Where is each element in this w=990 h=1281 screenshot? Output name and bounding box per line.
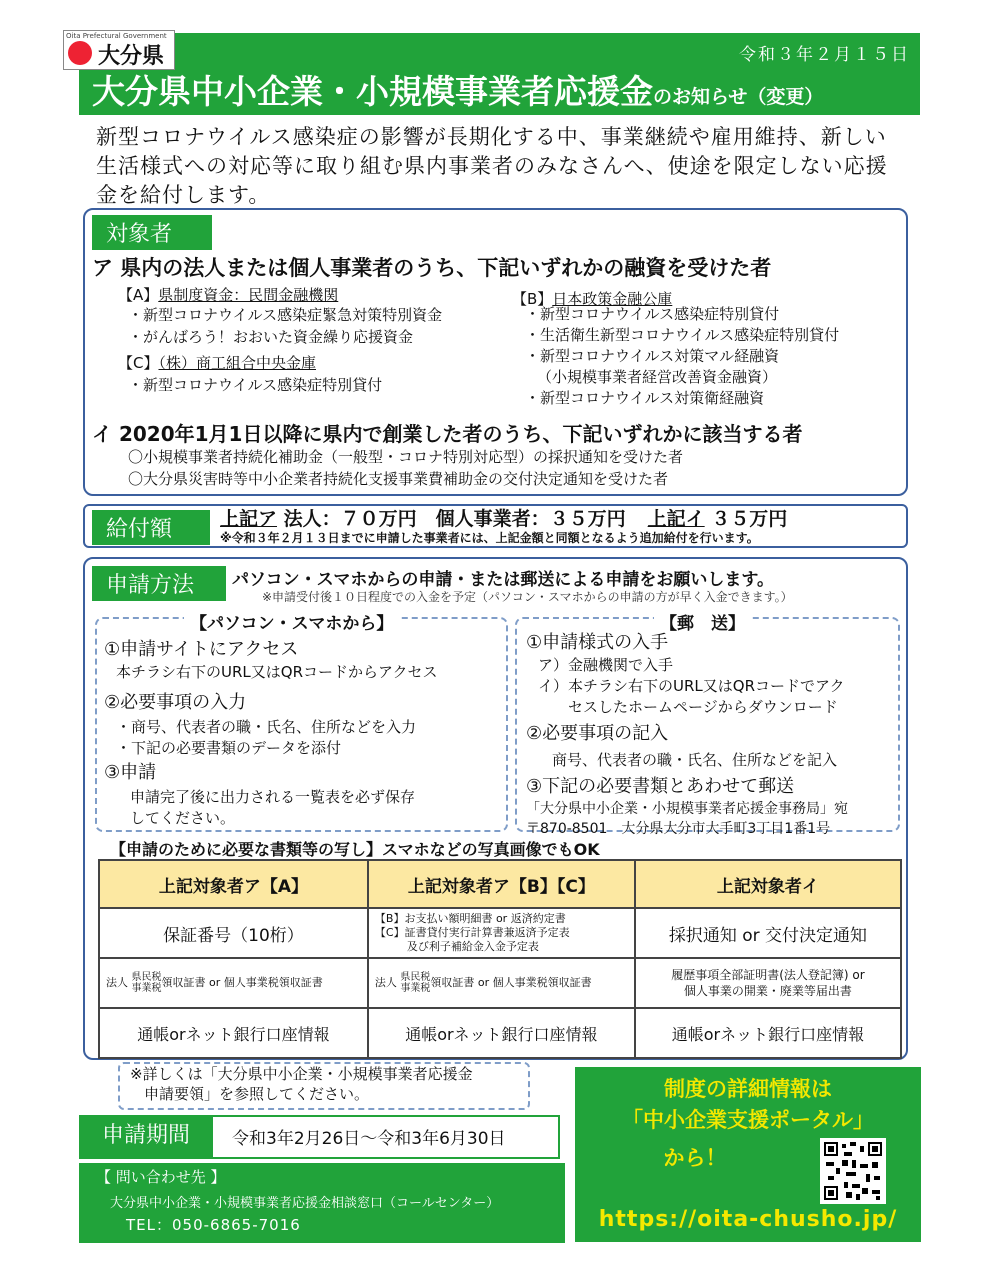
list-item: 〇大分県災害時等中小企業者持続化支援事業費補助金の交付決定通知を受けた者 — [128, 470, 669, 488]
list-item: 〇小規模事業者持続化補助金（一般型・コロナ特別対応型）の採択通知を受けた者 — [128, 448, 684, 466]
amount-i-ref: 上記イ — [647, 508, 705, 530]
cell-line: 【B】お支払い額明細書 or 返済約定書 — [374, 912, 566, 925]
step-text: ・下記の必要書類のデータを添付 — [116, 739, 342, 757]
step-heading: ③下記の必要書類とあわせて郵送 — [526, 776, 795, 797]
cell-tax1: 県民税 — [131, 972, 162, 983]
list-item: ・新型コロナウイルス感染症緊急対策特別資金 — [128, 306, 443, 324]
step-heading: ①申請サイトにアクセス — [104, 639, 299, 660]
apply-tag: 申請方法 — [92, 566, 226, 601]
target-A-group — [118, 284, 338, 305]
table-cell — [368, 958, 635, 1008]
issue-date: 令和３年２月１５日 — [739, 45, 910, 65]
target-B-items — [525, 304, 839, 409]
contact-name: 大分県中小企業・小規模事業者応援金相談窓口（コールセンター） — [110, 1196, 500, 1211]
portal-line3: から！ — [663, 1146, 727, 1170]
table-header-cell: 上記対象者ア【B】【C】 — [368, 860, 635, 908]
step-text: セスしたホームページからダウンロード — [568, 698, 838, 716]
table-cell — [99, 958, 368, 1008]
list-item: ・新型コロナウイルス対策マル経融資 — [525, 347, 780, 365]
step-text: ア）金融機関で入手 — [538, 656, 674, 674]
cell-tax2: 事業税 — [400, 983, 431, 994]
table-header-row — [99, 860, 901, 908]
step-text: ・商号、代表者の職・氏名、住所などを入力 — [116, 718, 417, 736]
pc-steps — [104, 635, 438, 828]
target-C-group — [118, 352, 316, 373]
table-row — [99, 1008, 901, 1058]
target-tag: 対象者 — [92, 215, 212, 250]
list-item: ・新型コロナウイルス感染症特別貸付 — [525, 305, 780, 323]
apply-note: ※申請受付後１０日程度での入金を予定（パソコン・スマホからの申請の方が早く入金できます。） — [262, 590, 793, 604]
pc-title: 【パソコン・スマホから】 — [184, 609, 399, 634]
step-heading: ②必要事項の入力 — [104, 692, 247, 713]
table-cell: 採択通知 or 交付決定通知 — [635, 908, 901, 958]
amount-main — [220, 504, 787, 531]
step-text: 〒870-8501 大分県大分市大手町3丁目1番1号 — [526, 821, 831, 837]
required-docs-table — [98, 859, 902, 1059]
table-cell — [635, 958, 901, 1008]
contact-tel: TEL：050-6865-7016 — [126, 1216, 301, 1234]
step-heading: ②必要事項の記入 — [526, 723, 669, 744]
cell-line: 履歴事項全部証明書(法人登記簿) or — [671, 968, 865, 982]
table-header-cell: 上記対象者ア【A】 — [99, 860, 368, 908]
step-text: してください。 — [130, 809, 236, 827]
prefecture-seal-icon — [68, 41, 92, 65]
docs-heading: 【申請のために必要な書類等の写し】スマホなどの写真画像でもOK — [110, 840, 600, 859]
step-text: イ）本チラシ右下のURL又はQRコードでアク — [538, 677, 845, 695]
list-item: ・新型コロナウイルス対策衛経融資 — [525, 389, 765, 407]
title-main: 大分県中小企業・小規模事業者応援金 — [92, 72, 653, 111]
page-title — [92, 66, 823, 113]
target-A-items — [128, 304, 442, 348]
logo-text: 大分県 — [98, 44, 165, 69]
list-item: ・生活衛生新型コロナウイルス感染症特別貸付 — [525, 326, 840, 344]
mail-steps — [526, 628, 848, 838]
table-row — [99, 908, 901, 958]
amount-note: ※令和３年２月１３日までに申請した事業者には、上記金額と同額となるよう追加給付を行います。 — [220, 531, 759, 545]
cell-line: 及び利子補給金入金予定表 — [406, 940, 539, 953]
list-item: ・がんばろう！おおいた資金繰り応援資金 — [128, 328, 414, 346]
cell-cert: 領収証書 or 個人事業税領収証書 — [161, 976, 323, 989]
contact-heading: 【 問い合わせ先 】 — [96, 1168, 226, 1186]
cell-corp: 法人 — [106, 976, 128, 989]
target-C-name: （株）商工組合中央金庫 — [158, 354, 316, 372]
target-i-heading: イ 2020年1月1日以降に県内で創業した者のうち、下記いずれかに該当する者 — [92, 422, 803, 446]
target-C-items — [128, 374, 382, 395]
cell-line: 個人事業の開業・廃業等届出書 — [683, 984, 852, 998]
cell-corp: 法人 — [374, 976, 397, 989]
table-header-cell: 上記対象者イ — [635, 860, 901, 908]
table-cell — [368, 908, 635, 958]
step-text: 本チラシ右下のURL又はQRコードからアクセス — [116, 663, 438, 681]
details-note — [130, 1064, 473, 1104]
cell-cert: 領収証書 or 個人事業税領収証書 — [430, 976, 592, 989]
step-heading: ③申請 — [104, 762, 157, 783]
cell-tax2: 事業税 — [131, 983, 162, 994]
cell-tax1: 県民税 — [400, 972, 431, 983]
table-cell: 通帳orネット銀行口座情報 — [99, 1008, 368, 1058]
logo-subtitle: Oita Prefectural Government — [66, 32, 167, 40]
target-i-items — [128, 446, 683, 490]
intro-text: 新型コロナウイルス感染症の影響が長期化する中、事業継続や雇用維持、新しい生活様式への対応等に取り組む県内事業者のみなさんへ、使途を限定しない応援金を給付します。 — [96, 125, 888, 207]
target-C-label: 【C】 — [118, 354, 159, 372]
target-B-label: 【B】 — [512, 290, 553, 308]
table-cell: 保証番号（10桁） — [99, 908, 368, 958]
target-A-name: 県制度資金：民間金融機関 — [158, 286, 339, 304]
step-text: 商号、代表者の職・氏名、住所などを記入 — [552, 751, 838, 769]
cell-tax-stack — [400, 972, 430, 994]
note-line: 申請要領」を参照してください。 — [144, 1085, 370, 1103]
table-cell: 通帳orネット銀行口座情報 — [635, 1008, 901, 1058]
list-item: ・新型コロナウイルス感染症特別貸付 — [128, 376, 383, 394]
target-a-heading: ア 県内の法人または個人事業者のうち、下記いずれかの融資を受けた者 — [92, 256, 772, 280]
step-heading: ①申請様式の入手 — [526, 632, 669, 653]
table-cell: 通帳orネット銀行口座情報 — [368, 1008, 635, 1058]
list-item: （小規模事業者経営改善資金融資） — [537, 368, 778, 386]
period-tag: 申請期間 — [79, 1115, 213, 1159]
amount-tag: 給付額 — [92, 510, 210, 545]
amount-a-ref: 上記ア — [220, 508, 278, 530]
portal-line2: 「中小企業支援ポータル」 — [622, 1108, 874, 1132]
portal-url-link[interactable]: https://oita-chusho.jp/ — [598, 1207, 898, 1232]
portal-line1: 制度の詳細情報は — [664, 1077, 832, 1101]
qr-code-icon[interactable] — [820, 1138, 886, 1204]
target-B-name: 日本政策金融公庫 — [552, 290, 673, 308]
target-A-label: 【A】 — [118, 286, 159, 304]
step-text: 申請完了後に出力される一覧表を必ず保存 — [130, 788, 416, 806]
title-suffix: のお知らせ（変更） — [653, 86, 824, 108]
cell-line: 【C】証書貸付実行計算書兼返済予定表 — [374, 926, 570, 939]
apply-heading: パソコン・スマホからの申請・または郵送による申請をお願いします。 — [232, 570, 774, 590]
step-text: 「大分県中小企業・小規模事業者応援金事務局」宛 — [526, 801, 848, 817]
amount-i-text: ３５万円 — [704, 508, 788, 530]
table-row — [99, 958, 901, 1008]
mail-title: 【郵 送】 — [654, 609, 751, 634]
prefecture-logo — [63, 30, 175, 70]
period-text: 令和3年2月26日～令和3年6月30日 — [232, 1129, 506, 1149]
amount-a-text: 法人：７０万円 個人事業者：３５万円 — [277, 508, 626, 530]
cell-tax-stack — [132, 972, 162, 994]
note-line: ※詳しくは「大分県中小企業・小規模事業者応援金 — [130, 1065, 473, 1083]
